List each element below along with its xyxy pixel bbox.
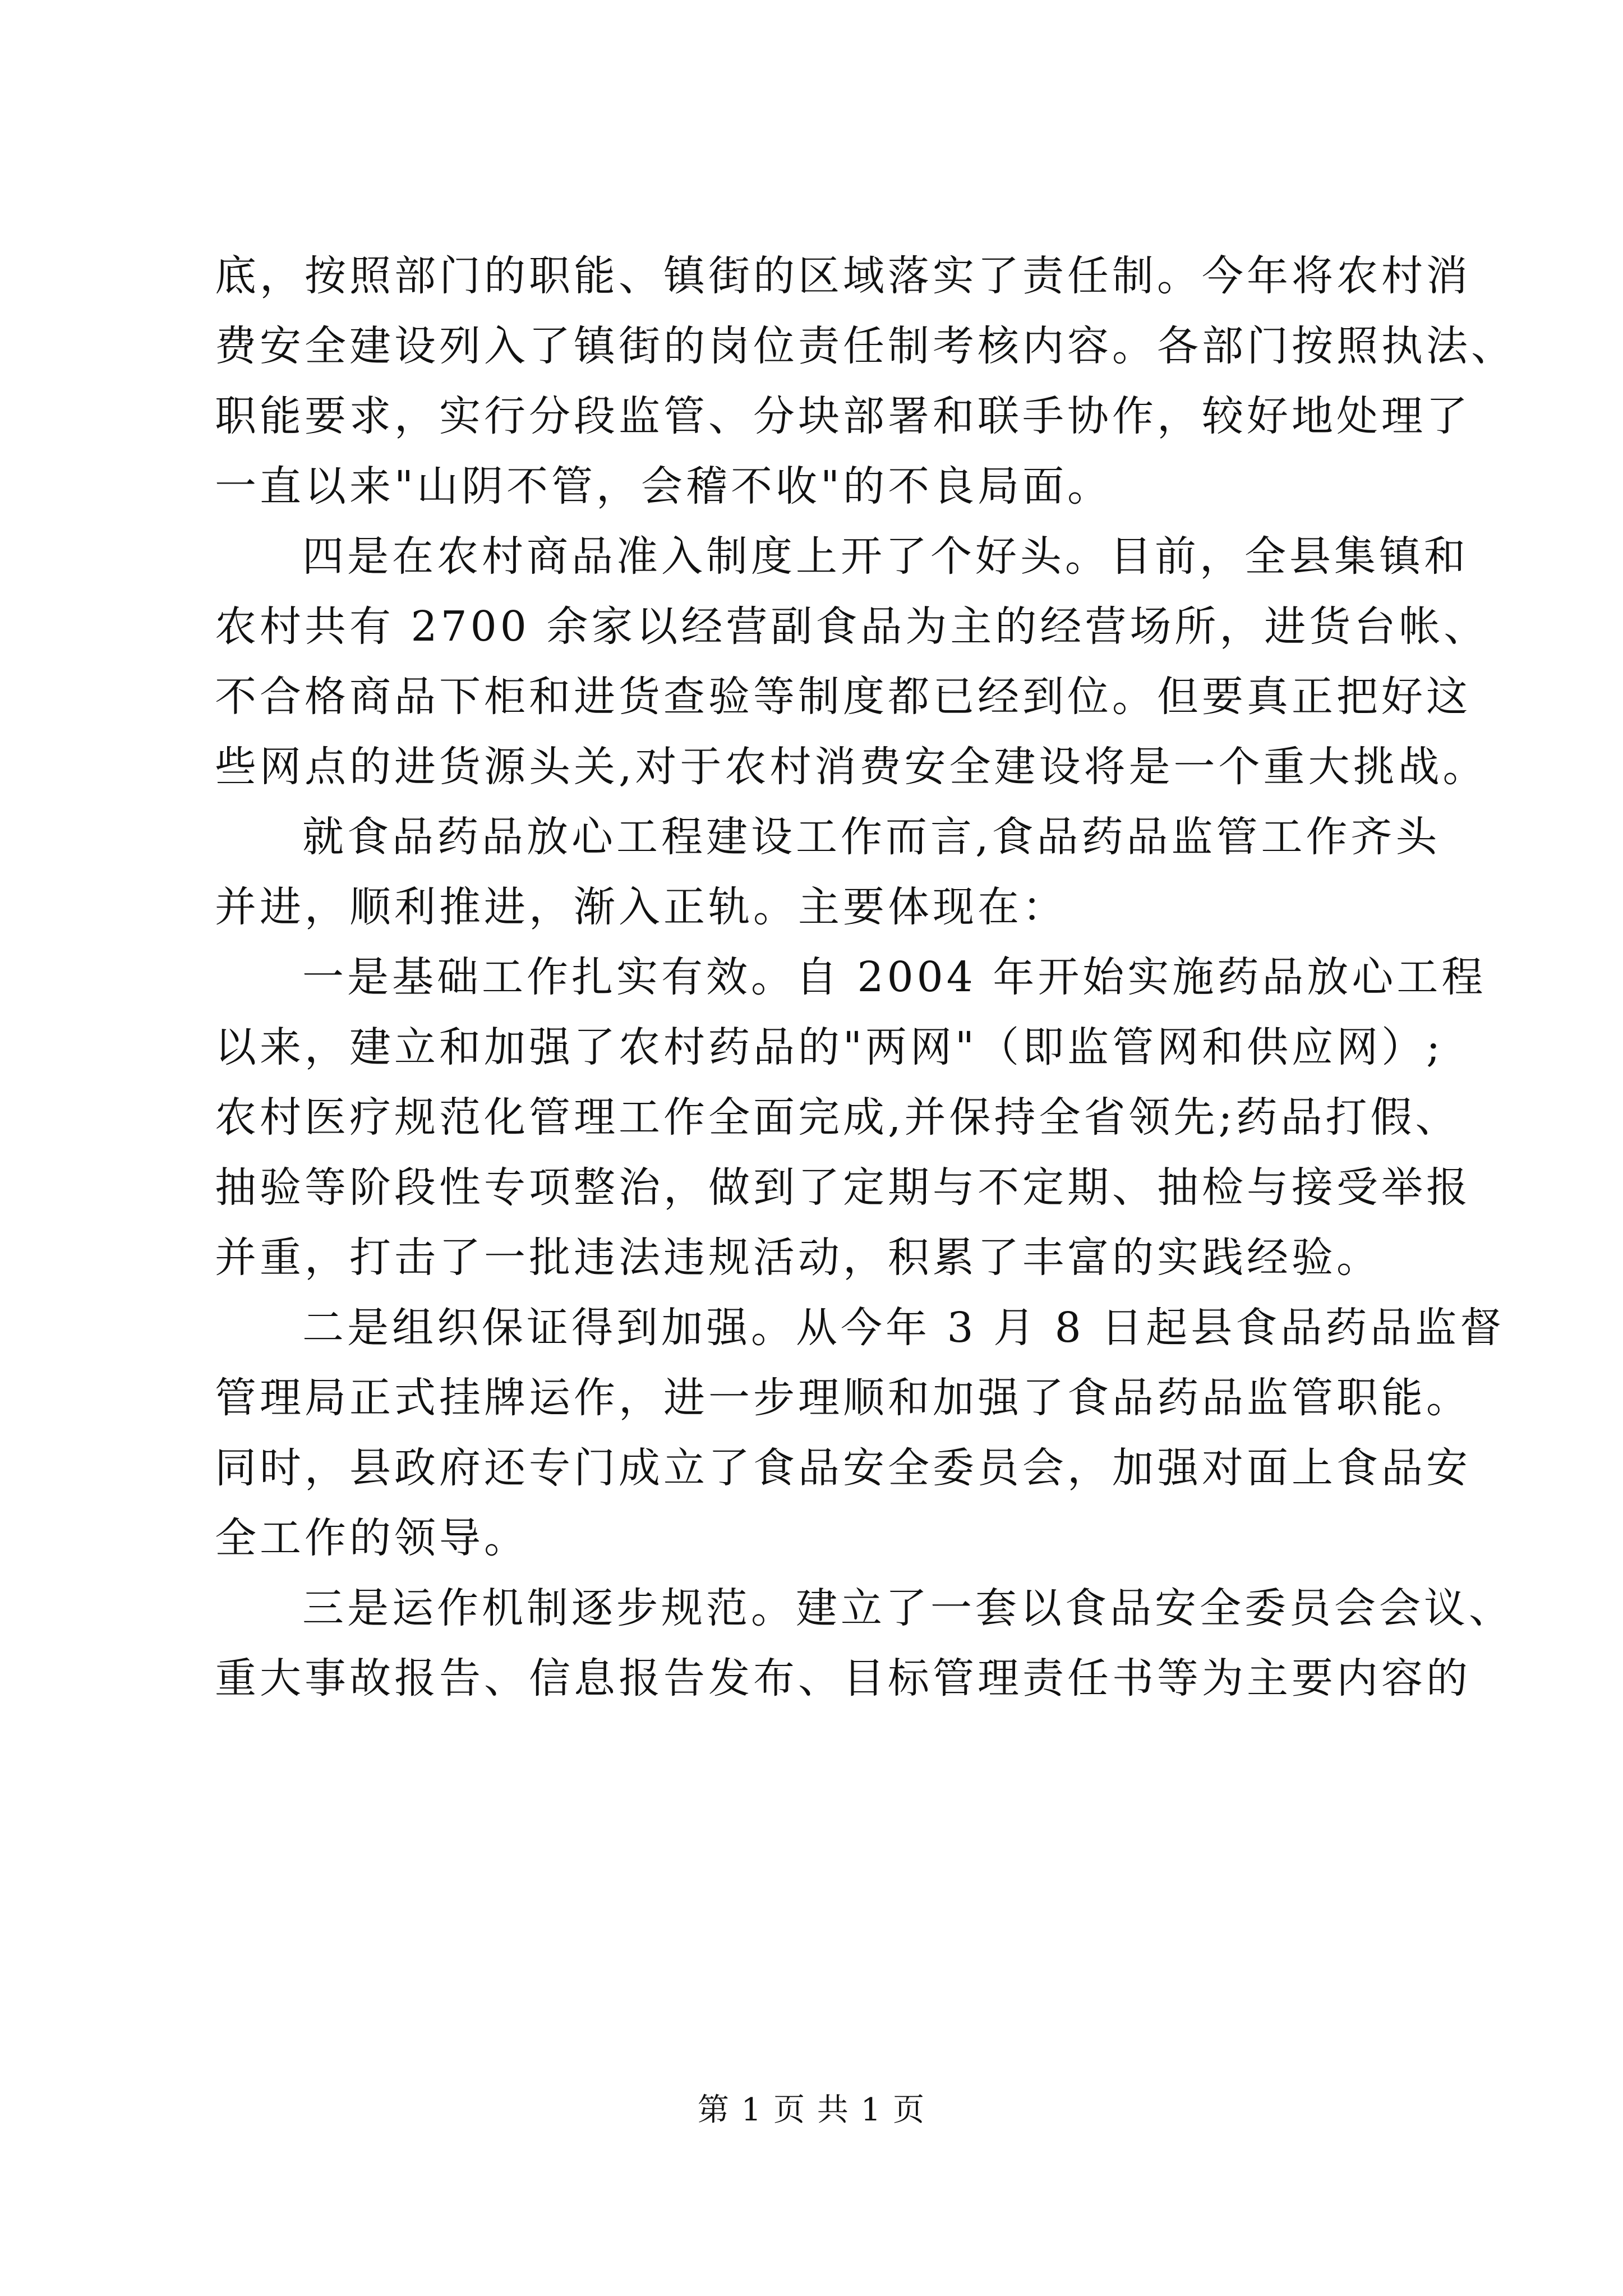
- text-line: 一是基础工作扎实有效。自 2004 年开始实施药品放心工程: [302, 953, 1487, 1001]
- text-line: 全工作的领导。: [215, 1514, 529, 1562]
- text-line: 同时，县政府还专门成立了食品安全委员会，加强对面上食品安: [215, 1444, 1471, 1492]
- text-line: 管理局正式挂牌运作，进一步理顺和加强了食品药品监管职能。: [215, 1374, 1471, 1422]
- page-number-label: 第 1 页 共 1 页: [697, 2092, 926, 2128]
- document-body: [215, 241, 1516, 1714]
- text-line: 费安全建设列入了镇街的岗位责任制考核内容。各部门按照执法、: [215, 322, 1516, 370]
- text-line: 三是运作机制逐步规范。建立了一套以食品安全委员会会议、: [302, 1584, 1514, 1632]
- text-line: 农村共有 2700 余家以经营副食品为主的经营场所，进货台帐、: [215, 602, 1489, 651]
- paragraph-2: [215, 522, 1489, 802]
- text-line: 四是在农村商品准入制度上开了个好头。目前，全县集镇和: [302, 532, 1469, 581]
- text-line: 农村医疗规范化管理工作全面完成,并保持全省领先;药品打假、: [215, 1093, 1460, 1142]
- paragraph-4: [215, 942, 1487, 1293]
- text-line: 些网点的进货源头关,对于农村消费安全建设将是一个重大挑战。: [215, 743, 1488, 791]
- paragraph-3: [215, 802, 1471, 942]
- paragraph-5: [215, 1293, 1505, 1573]
- text-line: 以来，建立和加强了农村药品的"两网"（即监管网和供应网）;: [215, 1023, 1444, 1071]
- text-line: 一直以来"山阴不管，会稽不收"的不良局面。: [215, 462, 1113, 510]
- text-line: 抽验等阶段性专项整治，做到了定期与不定期、抽检与接受举报: [215, 1163, 1471, 1212]
- text-line: 底，按照部门的职能、镇街的区域落实了责任制。今年将农村消: [215, 252, 1471, 300]
- text-line: 并进，顺利推进，渐入正轨。主要体现在：: [215, 883, 1067, 931]
- paragraph-1: [215, 241, 1516, 522]
- text-line: 就食品药品放心工程建设工作而言,食品药品监管工作齐头: [302, 813, 1441, 861]
- text-line: 二是组织保证得到加强。从今年 3 月 8 日起县食品药品监督: [302, 1304, 1505, 1352]
- text-line: 并重，打击了一批违法违规活动，积累了丰富的实践经验。: [215, 1234, 1381, 1282]
- paragraph-6: [215, 1573, 1514, 1714]
- text-line: 不合格商品下柜和进货查验等制度都已经到位。但要真正把好这: [215, 673, 1471, 721]
- page-footer: [0, 2088, 1623, 2133]
- text-line: 重大事故报告、信息报告发布、目标管理责任书等为主要内容的: [215, 1654, 1471, 1703]
- text-line: 职能要求，实行分段监管、分块部署和联手协作，较好地处理了: [215, 392, 1471, 440]
